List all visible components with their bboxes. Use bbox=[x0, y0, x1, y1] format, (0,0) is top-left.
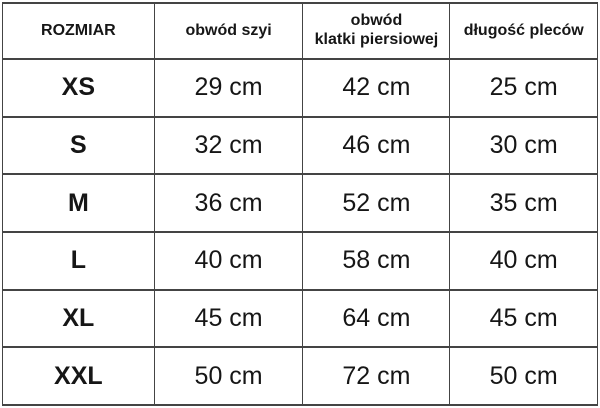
size-cell: XXL bbox=[3, 347, 155, 405]
table-row-s bbox=[3, 117, 598, 175]
table-row-l bbox=[3, 232, 598, 290]
neck-value-cell: 40 cm bbox=[154, 232, 303, 290]
size-cell: M bbox=[3, 174, 155, 232]
chest-value-cell: 42 cm bbox=[303, 59, 450, 117]
neck-value-cell: 45 cm bbox=[154, 290, 303, 348]
back-value-cell: 40 cm bbox=[450, 232, 598, 290]
table-row-xs bbox=[3, 59, 598, 117]
column-header-back-length-label: długość pleców bbox=[463, 21, 584, 39]
neck-value-cell: 36 cm bbox=[154, 174, 303, 232]
back-value-cell: 50 cm bbox=[450, 347, 598, 405]
size-cell: XL bbox=[3, 290, 155, 348]
neck-value-cell: 50 cm bbox=[154, 347, 303, 405]
table-row-xxl bbox=[3, 347, 598, 405]
table-row-xl bbox=[3, 290, 598, 348]
back-value-cell: 45 cm bbox=[450, 290, 598, 348]
column-header-rozmiar-label: ROZMIAR bbox=[41, 21, 116, 39]
column-header-neck-label: obwód szyi bbox=[185, 21, 272, 39]
back-value-cell: 35 cm bbox=[450, 174, 598, 232]
column-header-chest-circumference bbox=[303, 3, 450, 59]
chest-value-cell: 64 cm bbox=[303, 290, 450, 348]
column-header-rozmiar bbox=[3, 3, 155, 59]
column-header-back-length bbox=[450, 3, 598, 59]
chest-value-cell: 52 cm bbox=[303, 174, 450, 232]
size-cell: S bbox=[3, 117, 155, 175]
chest-value-cell: 58 cm bbox=[303, 232, 450, 290]
chest-value-cell: 46 cm bbox=[303, 117, 450, 175]
column-header-chest-label-line2: klatki piersiowej bbox=[314, 31, 439, 48]
back-value-cell: 30 cm bbox=[450, 117, 598, 175]
back-value-cell: 25 cm bbox=[450, 59, 598, 117]
table-row-m bbox=[3, 174, 598, 232]
header-row bbox=[3, 3, 598, 59]
size-cell: L bbox=[3, 232, 155, 290]
neck-value-cell: 32 cm bbox=[154, 117, 303, 175]
size-cell: XS bbox=[3, 59, 155, 117]
size-table bbox=[2, 2, 598, 406]
neck-value-cell: 29 cm bbox=[154, 59, 303, 117]
column-header-neck-circumference bbox=[154, 3, 303, 59]
column-header-chest-label-line1: obwód bbox=[350, 12, 403, 30]
chest-value-cell: 72 cm bbox=[303, 347, 450, 405]
